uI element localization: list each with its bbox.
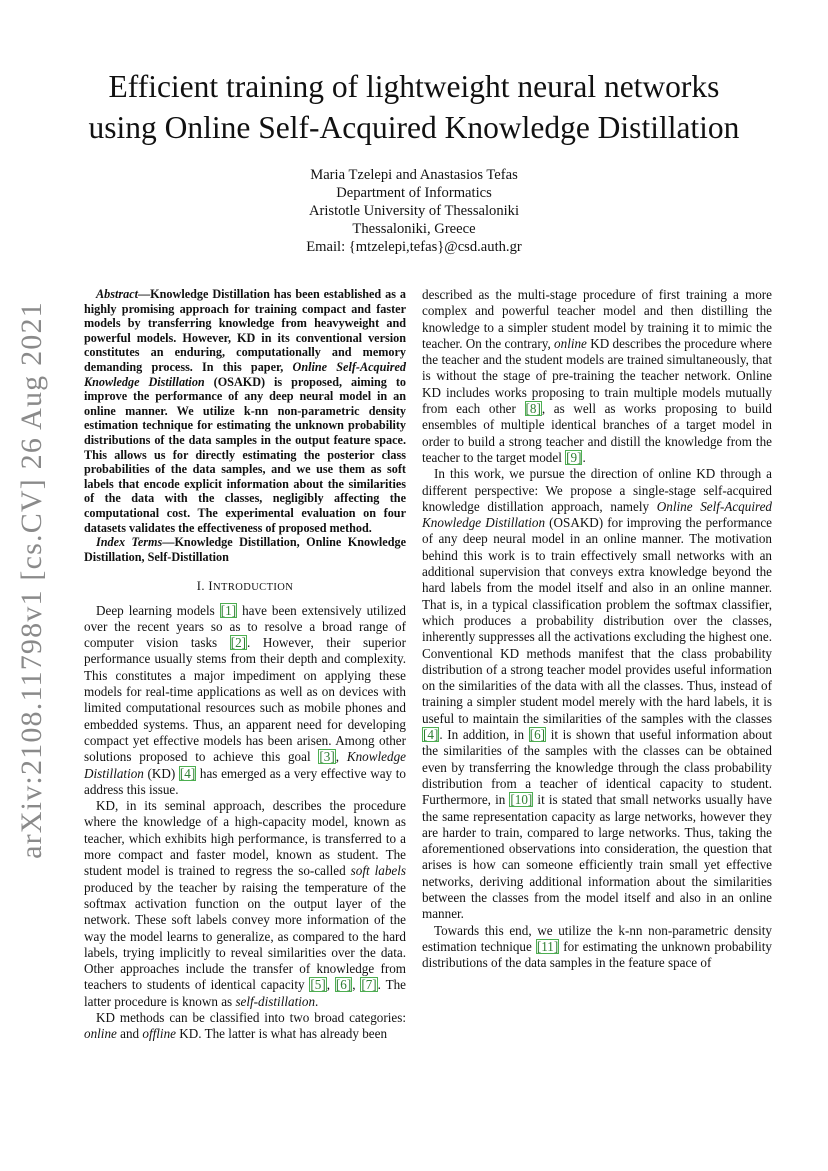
intro-paragraph-4: In this work, we pursue the direction of online KD through a different perspective: We propose a single-stage self-acquired knowledge distillation approach, namely Online Self-Acquired Knowledge Distillation (OSAKD) for improving the performance of any deep neural model in an online manner. The motivation behind this work is to train effectively small networks with an additional supervision that conveys extra knowledge beyond the hard labels from the model itself and also in an online manner. That is, in a typical classification problem the softmax classifier, which produces a probability distribution over the classes, inherently suppresses all the activations excluding the highest one. Conventional KD methods manifest that the class probability distribution of a strong teacher model provides useful information on the similarities of the data with all the classes. Thus, instead of training a simpler student model merely with the hard labels, it is useful to maintain the similarities of the samples with the classes [4]. In addition, in [6] it is shown that useful information about the similarities of the samples with the classes can be obtained even by transferring the knowledge through the class probability distribution from a teacher of identical capacity to student. Furthermore, in [10] it is stated that small networks usually have the same representation capacity as large networks, however they are harder to train, compared to large networks. Thus, taking the aforementioned observations into consideration, the question that arises is how can someone efficiently train small yet effective networks, deriving additional information about the similarities between the classes from the model itself and also in an online manner. bbox=[422, 466, 773, 922]
intro-paragraph-2: KD, in its seminal approach, describes the procedure where the knowledge of a high-capacity model, known as teacher, which exhibits high performance, is transferred to a more compact and faster model, known as student. The student model is trained to regress the so-called soft labels produced by the teacher by raising the temperature of the softmax activation function on the output layer of the network. These soft labels convey more information of the way the model learns to generalize, as compared to the hard labels, trying implicitly to reveal similarities over the data. Other approaches include the transfer of knowledge from teachers to students of identical capacity [5], [6], [7]. The latter procedure is known as self-distillation. bbox=[84, 798, 406, 1009]
title-line-1: Efficient training of lightweight neural networks bbox=[108, 69, 720, 104]
left-column bbox=[84, 287, 406, 1043]
citation-link[interactable]: [10] bbox=[510, 792, 533, 808]
title-line-2: using Online Self-Acquired Knowledge Distillation bbox=[88, 110, 740, 145]
paper-title bbox=[0, 66, 828, 148]
citation-link[interactable]: [3] bbox=[319, 749, 335, 765]
citation-link[interactable]: [6] bbox=[335, 977, 352, 993]
citation-link[interactable]: [7] bbox=[361, 977, 377, 993]
citation-link[interactable]: [8] bbox=[525, 401, 541, 417]
citation-link[interactable]: [4] bbox=[423, 727, 439, 743]
abstract: Abstract—Knowledge Distillation has been established as a highly promising approach for training compact and faster models by transferring knowledge from heavyweight and powerful models. However, KD in its conventional version constitutes an enduring, computationally and memory demanding process. In this paper, Online Self-Acquired Knowledge Distillation (OSAKD) is proposed, aiming to improve the performance of any deep neural model in an online manner. We utilize k-nn non-parametric density estimation technique for estimating the unknown probability distributions of the data samples in the output feature space. This allows us for directly estimating the posterior class probabilities of the data samples, and we use them as soft labels that encode explicit information about the similarities of the data with the classes, negligibly affecting the computational cost. The experimental evaluation on four datasets validates the effectiveness of proposed method. bbox=[84, 287, 406, 535]
citation-link[interactable]: [6] bbox=[529, 727, 546, 743]
arxiv-stamp bbox=[4, 280, 60, 880]
citation-link[interactable]: [11] bbox=[536, 938, 559, 954]
citation-link[interactable]: [4] bbox=[179, 765, 196, 781]
citation-link[interactable]: [1] bbox=[220, 602, 237, 618]
index-terms: Index Terms—Knowledge Distillation, Online Knowledge Distillation, Self-Distillation bbox=[84, 535, 406, 564]
intro-paragraph-5: Towards this end, we utilize the k-nn non-parametric density estimation technique [11] for estimating the unknown probability distributions of the data samples in the feature space of bbox=[422, 922, 772, 971]
author-email: Email: {mtzelepi,tefas}@csd.auth.gr bbox=[306, 239, 522, 255]
author-names: Maria Tzelepi and Anastasios Tefas bbox=[310, 167, 518, 183]
right-column bbox=[422, 287, 772, 971]
section-heading-introduction: I. INTRODUCTION bbox=[196, 579, 294, 594]
intro-paragraph-3-continued: described as the multi-stage procedure of first training a more complex and powerful teacher model and then distilling the knowledge to a simpler student model by training it to mimic the teacher. On the contrary, online KD describes the procedure where the teacher and the student models are trained simultaneously, that is without the stage of pre-training the teacher network. Online KD includes works proposing to train multiple models mutually from each other [8], as well as works proposing to build ensembles of multiple identical branches of a target model in order to build a strong teacher and distill the knowledge from the teacher to the target model [9]. bbox=[422, 287, 773, 465]
citation-link[interactable]: [2] bbox=[230, 635, 247, 651]
index-terms-label: Index Terms bbox=[96, 535, 163, 550]
intro-paragraph-1: Deep learning models [1] have been extensively utilized over the recent years so as to resolve a broad range of computer vision tasks [2]. However, their superior performance usually stems from their depth and complexity. This constitutes a major impediment on applying these models for real-time applications as well as on devices with limited computational resources such as mobile phones and embedded systems. Thus, an apparent need for developing compact yet effective models has been arisen. Among other solutions proposed to achieve this goal [3], Knowledge Distillation (KD) [4] has emerged as a very effective way to address this issue. bbox=[84, 602, 407, 797]
affiliation-location: Thessaloniki, Greece bbox=[352, 221, 476, 237]
affiliation-department: Department of Informatics bbox=[336, 185, 492, 201]
citation-link[interactable]: [9] bbox=[566, 449, 582, 465]
affiliation-university: Aristotle University of Thessaloniki bbox=[308, 203, 520, 219]
citation-link[interactable]: [5] bbox=[310, 977, 326, 993]
arxiv-identifier: arXiv:2108.11798v1 [cs.CV] 26 Aug 2021 bbox=[15, 301, 49, 859]
abstract-label: Abstract bbox=[96, 287, 138, 301]
author-block bbox=[0, 166, 828, 256]
intro-paragraph-3: KD methods can be classified into two broad categories: online and offline KD. The latter is what has already been bbox=[84, 1010, 406, 1042]
